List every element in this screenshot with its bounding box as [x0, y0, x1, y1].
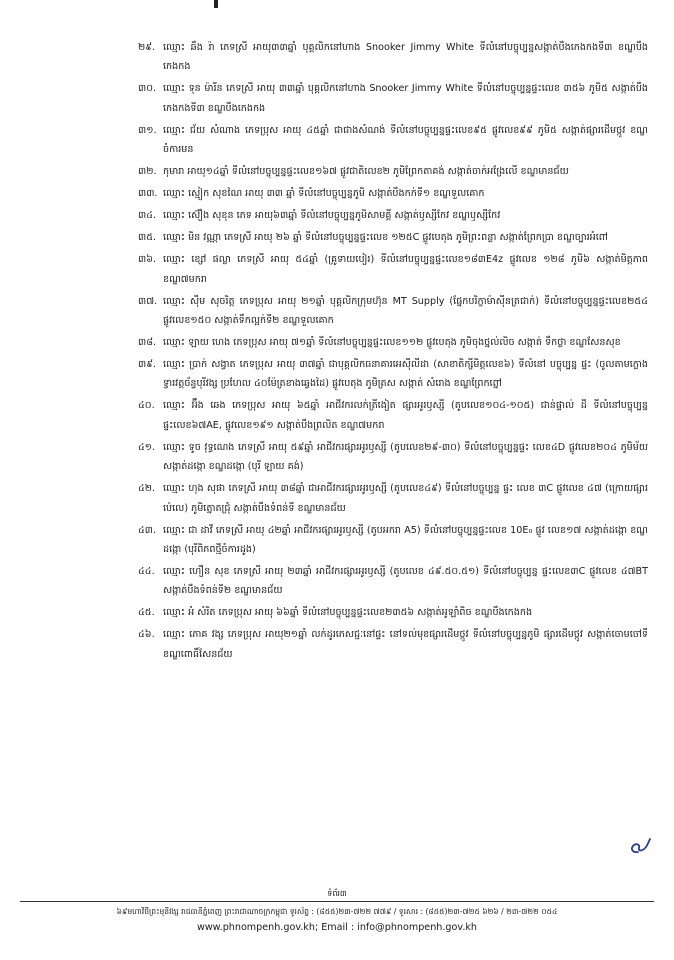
entry-text: ឈ្មោះ មិន វណ្ណា ភេទស្រី អាយុ ២៦ ឆ្នាំ ទីលំនៅបច្ចុប្បន្នផ្ទះលេខ ១២៥C ផ្លូវបេតុង ភូមិព្រះពន្លា សង្កាត់ព្រែកប្រា ខណ្ឌច្បារអំពៅ [163, 232, 608, 244]
entry-number: ៣១. [138, 124, 157, 136]
entry-text: ឈ្មោះ ទុន ម៉ារីន ភេទស្រី អាយុ ៣៣ឆ្នាំ បុគ្គលិកនៅហាង Snooker Jimmy White ទីលំនៅបច្ចុប្បន្នផ្ទះលេខ ៣៥៦ ភូមិ៥ សង្កាត់បឹងកេងកងទី៣ ខណ្ឌបឹងកេងកង [163, 83, 648, 114]
footer-website-email: www.phnompenh.gov.kh; Email : info@phnompenh.gov.kh [196, 922, 478, 933]
entry-text: ឈ្មោះ ទូច វុទ្ធណេង ភេទស្រី អាយុ ៥៩ឆ្នាំ អាជីវករផ្សារអូរឫស្សី (តូបលេខ២៩-៣០) ទីលំនៅបច្ចុប្បន្នផ្ទះ លេខ៤D ផ្លូវលេខ២០៤ ភូមិម័យ សង្កាត់ដង្កោ ខណ្ឌដង្កោ (បុរី ឡាយ គង់) [163, 441, 648, 473]
entry-text: ឈ្មោះ ស៊ឿង សុខុន ភេទ អាយុ៦៣ឆ្នាំ ទីលំនៅបច្ចុប្បន្នភូមិសាមគ្គី សង្កាត់ឫស្សីកែវ ខណ្ឌឫស្សីកែវ [163, 210, 501, 222]
list-item [138, 562, 648, 601]
list-item [138, 292, 648, 331]
entry-number: ៤៤. [138, 566, 155, 578]
entry-number: ៤៥. [138, 607, 155, 619]
initials-signature-mark [626, 836, 652, 858]
footer-address: ៦៩មហាវិថីព្រះមុនីវង្ស រាជធានីភ្នំពេញ ព្រះរាជាណាចក្រកម្ពុជា ទូរស័ព្ទ : (៨៥៥)២៣-៧២២ ៧៧៩ / ទូរសារ : (៨៥៥)២៣-៧២៥ ៦២៦ / ២៣-៧២២ ០៥៤ [116, 907, 558, 916]
entry-text: ឈ្មោះ អំ សំរិត ភេទប្រុស អាយុ ៦៦ឆ្នាំ ទីលំនៅបច្ចុប្បន្នផ្ទះលេខ២៣៥៦ សង្កាត់អូឡាំពិច ខណ្ឌបឹងកេងកង [163, 607, 533, 619]
entry-number: ៣០. [138, 83, 157, 95]
list-item [138, 479, 648, 518]
entry-text: ឈ្មោះ ប្រាក់ សង្វាត ភេទប្រុស អាយុ ៣៧ឆ្នាំ ជាបុគ្គលិកធនាគារអេស៊ីលីដា (សាខាតិក្សីមិត្តលេខ៦) ទីលំនៅ បច្ចុប្បន្ន ផ្ទះ (ចូលតាមក្លោងទ្វារវត្តច័ន្ទបុរីវង្ស ប្រហែល ៤០ម៉ែត្រខាងឆ្វេងដៃ) ផ្លូវបេតុង ភូមិត្រស សង្កាត់ សំរោង ខណ្ឌព្រែកព្នៅ [163, 359, 648, 390]
entry-text: កុមារា អាយុ១៤ឆ្នាំ ទីលំនៅបច្ចុប្បន្នផ្ទះលេខ១៦៧ ផ្លូវជាតិលេខ២ ភូមិព្រែកតាគង់ សង្កាត់ចាក់អង្រែលើ ខណ្ឌមានជ័យ [163, 166, 569, 178]
entry-text: ឈ្មោះ ហឿន សុខ ភេទស្រី អាយុ ២៣ឆ្នាំ អាជីវករផ្សារអូរឫស្សី (តូបលេខ ៤៩.៥០.៥១) ទីលំនៅបច្ចុប្បន្ន ផ្ទះលេខ៣C ផ្លូវលេខ ៤៧BT សង្កាត់បឹងទំពន់ទី២ ខណ្ឌមានជ័យ [163, 566, 648, 597]
entry-number: ៣២. [138, 166, 157, 178]
entry-text: ឈ្មោះ ហុង សុផា ភេទស្រី អាយុ ៣៨ឆ្នាំ ជាអាជីវករផ្សារអូរឫស្សី (តូបលេខ៤៩) ទីលំនៅបច្ចុប្បន្ន ផ្ទះ លេខ ៣C ផ្លូវលេខ ៤៧ (ក្រោយផ្សារប៉េលេ) ភូមិត្នោតជ្រុំ សង្កាត់បឹងទំពន់ទី ខណ្ឌមានជ័យ [163, 483, 648, 514]
list-item [138, 184, 648, 203]
list-item [138, 228, 648, 247]
entry-number: ២៩. [138, 42, 156, 53]
list-item [138, 355, 648, 394]
entry-number: ៣៨. [138, 337, 157, 349]
list-item [138, 396, 648, 435]
entry-text: ឈ្មោះ ស្មៀក សុខណៃ អាយុ ៣៣ ឆ្នាំ ទីលំនៅបច្ចុប្បន្នភូមិ សង្កាត់បឹងកក់ទី១ ខណ្ឌទួលគោក [163, 188, 485, 200]
list-item [138, 250, 648, 289]
entry-text: ឈ្មោះ ជ័យ សំណាង ភេទប្រុស អាយុ ៤៥ឆ្នាំ ជាជាងសំណង់ ទីលំនៅបច្ចុប្បន្នផ្ទះលេខ៩៥ ផ្លូវលេខ៩៩ ភូមិ៥ សង្កាត់ផ្សារដើមថ្កូវ ខណ្ឌចំការមន [163, 124, 648, 156]
entry-number: ៣៧. [138, 295, 158, 307]
list-item [138, 38, 648, 77]
entry-number: ៤៣. [138, 524, 157, 536]
entry-number: ៤៦. [138, 629, 155, 641]
entry-text: ឈ្មោះ ឡាយ ហេង ភេទប្រុស អាយុ ៧១ឆ្នាំ ទីលំនៅបច្ចុប្បន្នផ្ទះលេខ១១២ ផ្លូវបេតុង ភូមិចុងថ្នល់លិច សង្កាត់ ទឹកថ្លា ខណ្ឌសែនសុខ [163, 337, 621, 349]
entry-number: ៣៣. [138, 188, 158, 200]
list-item [138, 79, 648, 118]
list-item [138, 521, 648, 560]
entry-number: ៣៤. [138, 210, 157, 222]
list-item [138, 333, 648, 352]
entry-number: ៤១. [138, 441, 156, 453]
entry-number: ៣៦. [138, 254, 157, 266]
top-edge-mark [214, 0, 218, 8]
list-item [138, 162, 648, 181]
entry-number: ៣៩. [138, 359, 157, 371]
entry-number: ៤២. [138, 483, 156, 495]
list-item [138, 603, 648, 622]
entry-text: ឈ្មោះ អ៊ឹង ឆេង ភេទប្រុស អាយុ ៦៥ឆ្នាំ អាជីវករលក់ត្រីងៀត ផ្សារអូរឫស្សី (តូបលេខ១០៤-១០៥) ជាន់ផ្ទាល់ ដី ទីលំនៅបច្ចុប្បន្ន ផ្ទះលេខ៦៧AE, ផ្លូវលេខ១៩១ សង្កាត់បឹងព្រលិត ខណ្ឌ៧មករា [163, 400, 648, 431]
entry-text: ឈ្មោះ ខ្សៅ ផល្លា ភេទស្រី អាយុ ៥៤ឆ្នាំ (គ្រូទាយបៀរ) ទីលំនៅបច្ចុប្បន្នផ្ទះលេខ១៨៣E4z ផ្លូវលេខ ១២៨ ភូមិ៦ សង្កាត់មិត្តភាព ខណ្ឌ៧មករា [163, 254, 648, 285]
entry-text: ឈ្មោះ ជា ដាវី ភេទស្រី អាយុ ៤២ឆ្នាំ អាជីវករផ្សារអូរឫស្សី (តូបអករា A5) ទីលំនៅបច្ចុប្បន្នផ្ទះលេខ 10E₀ ផ្លូវ លេខ១៧ សង្កាត់ដង្កោ ខណ្ឌដង្កោ (បុរីពិភពថ្មីចំការដូង) [163, 524, 648, 556]
list-item [138, 438, 648, 477]
list-item [138, 625, 648, 664]
list-item [138, 206, 648, 225]
footer-divider [20, 901, 654, 902]
list-item [138, 121, 648, 160]
entry-text: ឈ្មោះ ឆឹង រ៉ា ភេទស្រី អាយុ៣៣ឆ្នាំ បុគ្គលិកនៅហាង Snooker Jimmy White ទីលំនៅបច្ចុប្បន្នសង្កាត់បឹងកេងកងទី៣ ខណ្ឌបឹងកេងកង [163, 42, 648, 73]
entry-text: ឈ្មោះ ស៊ឹម សុចរិត្ត ភេទប្រុស អាយុ ២១ឆ្នាំ បុគ្គលិកក្រុមហ៊ុន MT Supply (ផ្នែកបរិក្ខាម៉ាស៊ីនត្រជាក់) ទីលំនៅបច្ចុប្បន្នផ្ទះលេខ២៥៤ ផ្លូវលេខ១៥០ សង្កាត់ទឹកល្អក់ទី២ ខណ្ឌទួលគោក [163, 295, 648, 327]
entry-number: ៣៥. [138, 232, 157, 244]
entry-list [138, 38, 648, 667]
entry-text: ឈ្មោះ ភោគ វង្ស ភេទប្រុស អាយុ២១ឆ្នាំ លក់ដូរភេសជ្ជៈនៅផ្ទះ នៅទល់មុខផ្សារដើមថ្កូវ ទីលំនៅបច្ចុប្បន្នភូមិ ផ្សារដើមថ្កូវ សង្កាត់ចោមចៅទី ខណ្ឌពោធិ៍សែនជ័យ [163, 629, 648, 660]
page-number: ទំព័រ៣ [327, 889, 347, 898]
entry-number: ៤០. [138, 400, 155, 412]
